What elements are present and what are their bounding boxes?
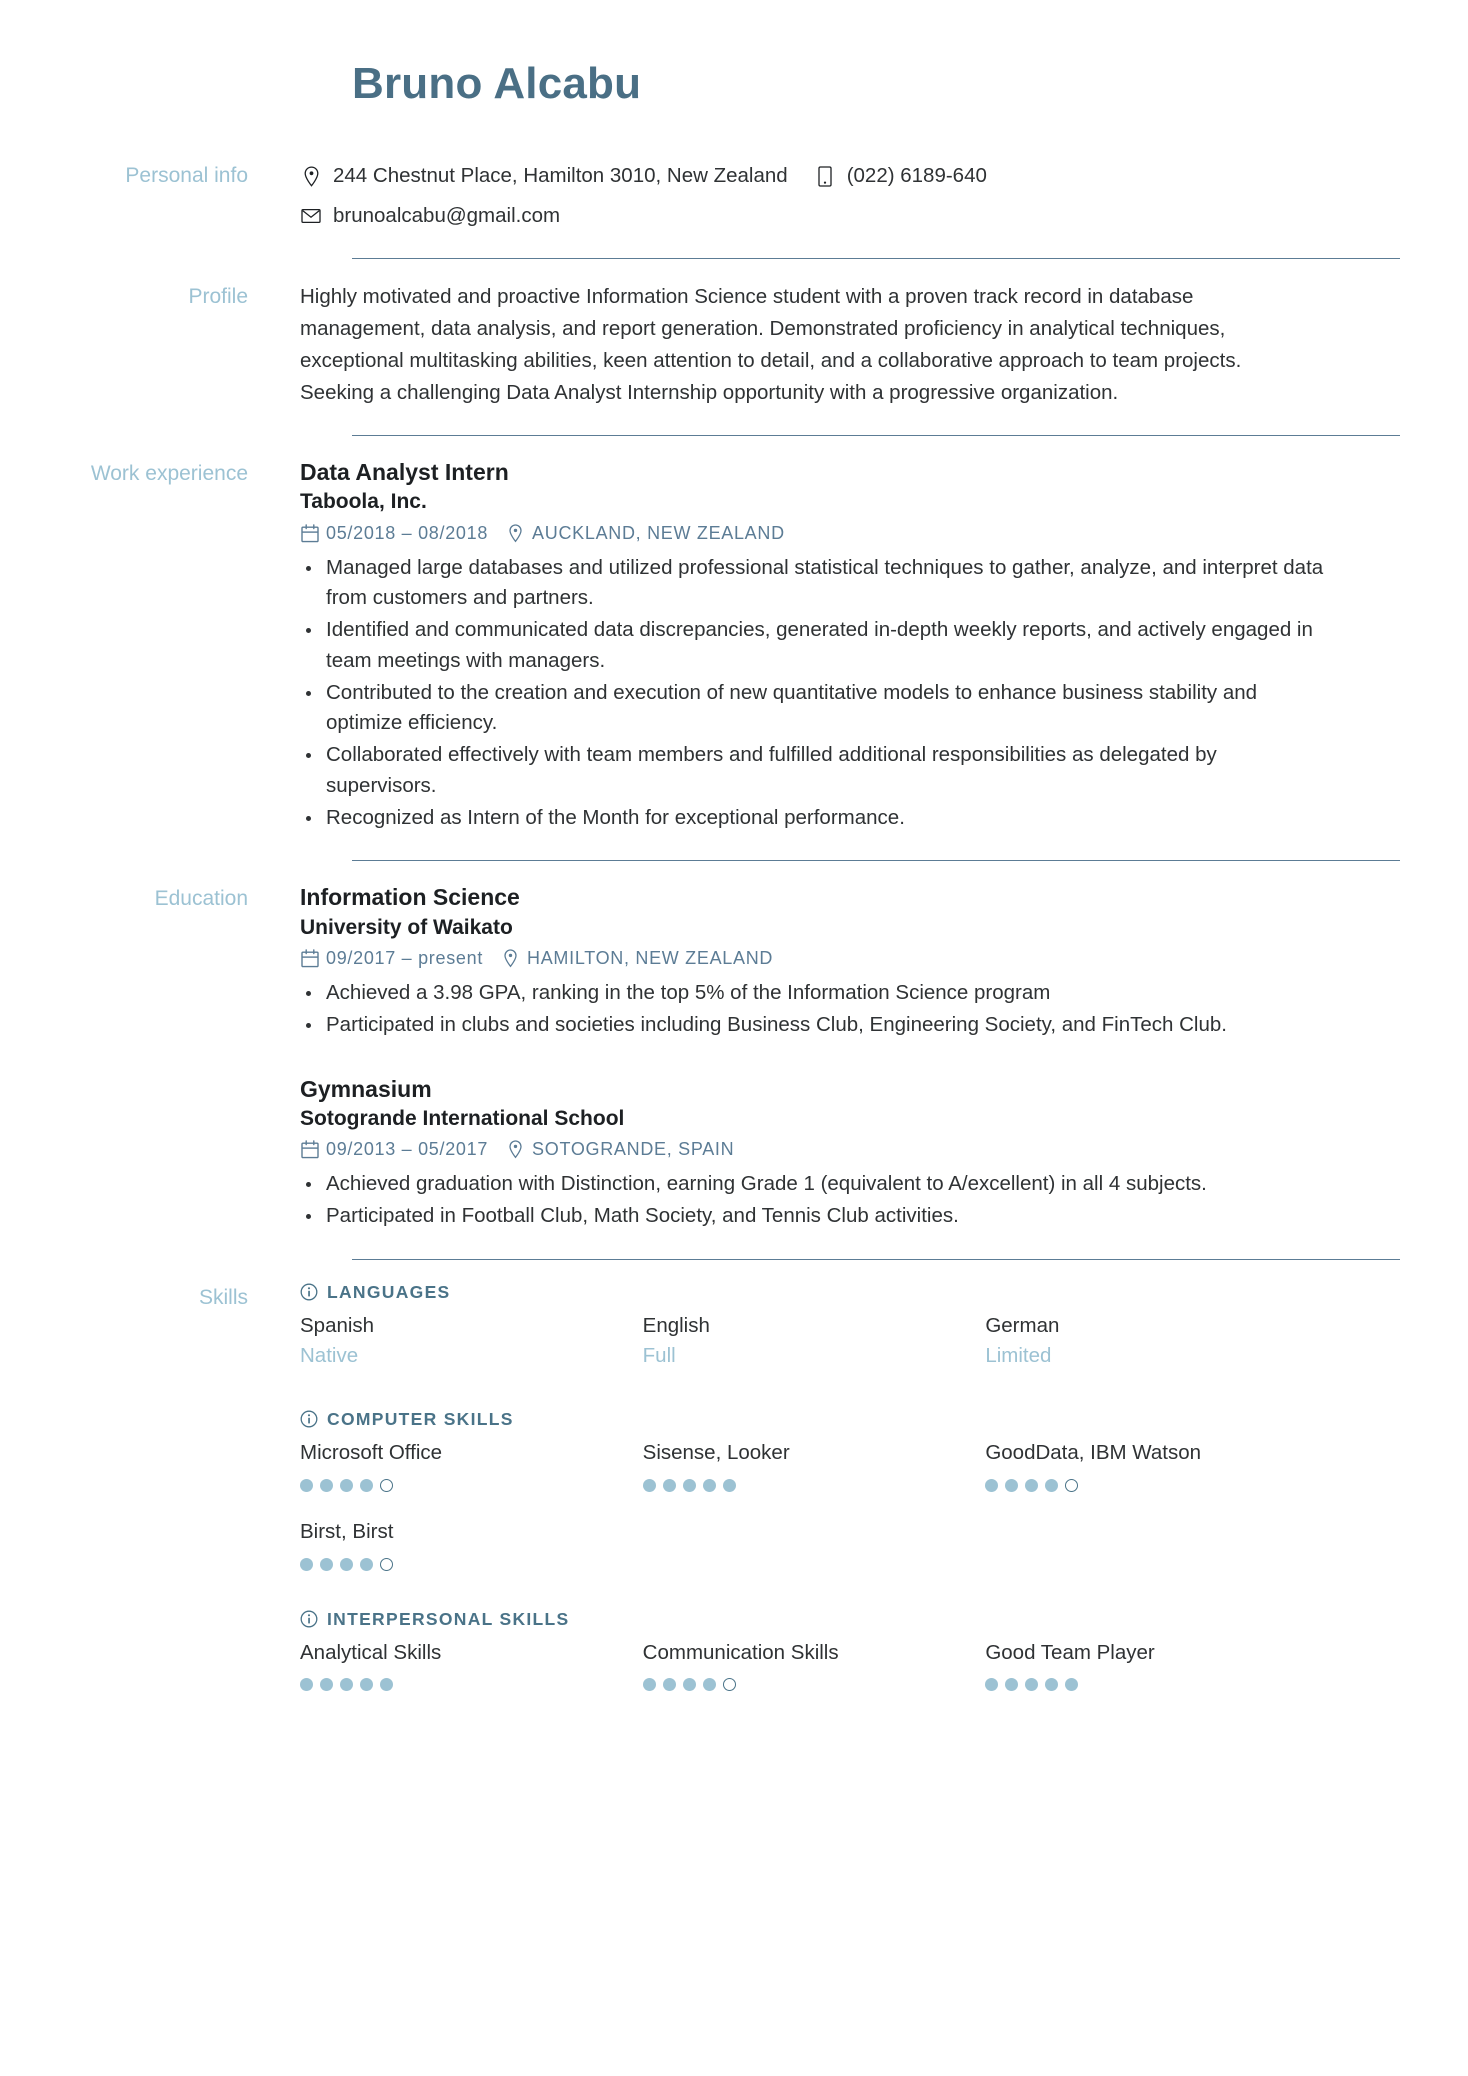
skill-rating-dot xyxy=(1065,1479,1078,1492)
work-entry-meta xyxy=(300,523,1328,544)
section-label-work-experience: Work experience xyxy=(90,461,248,485)
section-work-experience xyxy=(0,458,1328,834)
skill-rating-dot xyxy=(723,1678,736,1691)
skill-rating-dot xyxy=(683,1479,696,1492)
skill-name: GoodData, IBM Watson xyxy=(985,1441,1202,1465)
info-circle-icon xyxy=(300,1283,319,1302)
education-entry-date-group xyxy=(300,1139,488,1160)
skill-item xyxy=(985,1439,1328,1492)
contact-phone-text: (022) 6189-640 xyxy=(846,164,987,188)
education-entry-location: HAMILTON, NEW ZEALAND xyxy=(527,948,774,969)
skill-level: Full xyxy=(642,1344,676,1368)
skill-group xyxy=(300,1609,1328,1692)
map-pin-icon xyxy=(506,524,525,543)
skill-name: Birst, Birst xyxy=(300,1519,394,1543)
skill-name: Communication Skills xyxy=(642,1640,839,1664)
education-entry-organization: University of Waikato xyxy=(300,915,513,939)
skill-grid xyxy=(300,1439,1328,1570)
education-entry-organization: Sotogrande International School xyxy=(300,1106,625,1130)
section-education xyxy=(0,883,1328,1232)
education-entry-date-group xyxy=(300,948,483,969)
section-profile xyxy=(0,281,1328,409)
education-entry-title: Information Science xyxy=(300,884,520,911)
section-skills xyxy=(0,1282,1328,1691)
education-bullet-list xyxy=(300,978,1328,1041)
skill-rating-dot xyxy=(340,1479,353,1492)
profile-text: Highly motivated and proactive Information Science student with a proven track record in database management, data analysis, and report generation. Demonstrated proficiency in analytical techniques, exceptional multitasking abilities, keen attention to detail, and a collaborative approach to team projects. Seeking a challenging Data Analyst Internship opportunity with a progressive organization. xyxy=(300,284,1242,404)
work-entry xyxy=(300,458,1328,833)
skill-rating-dot xyxy=(1065,1678,1078,1691)
skill-item xyxy=(643,1439,986,1492)
calendar-icon xyxy=(300,949,319,968)
education-entry xyxy=(300,883,1328,1040)
skill-group-heading-text: COMPUTER SKILLS xyxy=(327,1409,514,1430)
education-bullet: Achieved graduation with Distinction, earning Grade 1 (equivalent to A/excellent) in all 4 subjects. xyxy=(300,1169,1328,1200)
skill-rating xyxy=(643,1479,986,1492)
skill-name: Spanish xyxy=(300,1313,375,1337)
calendar-icon xyxy=(300,1140,319,1159)
divider-after-education xyxy=(352,1259,1400,1260)
education-entry-date: 09/2013 – 05/2017 xyxy=(326,1139,489,1160)
education-entry-meta xyxy=(300,948,1328,969)
work-bullet: Recognized as Intern of the Month for exceptional performance. xyxy=(300,803,1328,834)
contact-line-secondary xyxy=(300,200,1328,232)
skill-level: Limited xyxy=(985,1344,1052,1368)
skill-item xyxy=(985,1312,1328,1371)
contact-email-text: brunoalcabu@gmail.com xyxy=(333,204,561,228)
skill-name: Microsoft Office xyxy=(300,1441,443,1465)
education-entry-location-group xyxy=(506,1139,734,1160)
skill-rating-dot xyxy=(360,1479,373,1492)
work-bullet: Managed large databases and utilized professional statistical techniques to gather, analyze, and interpret data from customers and partners. xyxy=(300,553,1328,615)
skill-rating-dot xyxy=(320,1678,333,1691)
skill-group xyxy=(300,1282,1328,1371)
work-bullet: Contributed to the creation and execution of new quantitative models to enhance business stability and optimize efficiency. xyxy=(300,678,1328,740)
section-label-profile: Profile xyxy=(188,284,248,308)
education-entry-meta xyxy=(300,1139,1328,1160)
skill-item xyxy=(643,1639,986,1692)
contact-phone xyxy=(814,160,987,192)
map-pin-icon xyxy=(506,1140,525,1159)
skill-rating-dot xyxy=(340,1678,353,1691)
skill-rating-dot xyxy=(380,1678,393,1691)
page-title: Bruno Alcabu xyxy=(352,59,642,108)
skill-rating-dot xyxy=(985,1479,998,1492)
section-personal-info xyxy=(0,160,1328,232)
skill-item xyxy=(300,1439,643,1492)
education-bullet-list xyxy=(300,1169,1328,1232)
skill-rating-dot xyxy=(340,1558,353,1571)
skill-name: Analytical Skills xyxy=(300,1640,442,1664)
skill-rating-dot xyxy=(703,1678,716,1691)
work-bullet: Identified and communicated data discrepancies, generated in-depth weekly reports, and actively engaged in team meetings with managers. xyxy=(300,615,1328,677)
work-experience-body xyxy=(300,458,1328,834)
skill-rating-dot xyxy=(663,1678,676,1691)
skill-rating-dot xyxy=(360,1558,373,1571)
education-bullet: Achieved a 3.98 GPA, ranking in the top 5% of the Information Science program xyxy=(300,978,1328,1009)
skill-group-heading xyxy=(300,1409,1328,1430)
info-circle-icon xyxy=(300,1410,319,1429)
skill-group-heading xyxy=(300,1609,1328,1630)
work-bullet-list xyxy=(300,553,1328,834)
divider-after-personal-info xyxy=(352,258,1400,259)
skill-rating-dot xyxy=(1005,1678,1018,1691)
contact-line-primary xyxy=(300,160,1328,192)
skill-rating xyxy=(985,1678,1328,1691)
skill-rating-dot xyxy=(1025,1678,1038,1691)
skill-grid xyxy=(300,1312,1328,1371)
skill-rating-dot xyxy=(1025,1479,1038,1492)
skill-item xyxy=(300,1312,643,1371)
work-bullet: Collaborated effectively with team members and fulfilled additional responsibilities as delegated by supervisors. xyxy=(300,740,1328,802)
work-entry-date-group xyxy=(300,523,488,544)
work-entry-date: 05/2018 – 08/2018 xyxy=(326,522,489,543)
skill-rating-dot xyxy=(1005,1479,1018,1492)
skill-rating-dot xyxy=(643,1479,656,1492)
education-bullet: Participated in Football Club, Math Society, and Tennis Club activities. xyxy=(300,1201,1328,1232)
info-circle-icon xyxy=(300,1610,319,1629)
divider-after-work-experience xyxy=(352,860,1400,861)
skill-rating-dot xyxy=(320,1479,333,1492)
skill-rating-dot xyxy=(683,1678,696,1691)
skill-item xyxy=(643,1312,986,1371)
skill-item xyxy=(300,1639,643,1692)
education-entry xyxy=(300,1075,1328,1232)
section-label-education: Education xyxy=(154,887,248,911)
skill-rating-dot xyxy=(643,1678,656,1691)
skill-name: German xyxy=(985,1313,1060,1337)
section-label-skills: Skills xyxy=(198,1285,248,1309)
skill-rating xyxy=(300,1678,643,1691)
skill-group xyxy=(300,1409,1328,1570)
work-entry-organization: Taboola, Inc. xyxy=(300,490,427,514)
profile-body xyxy=(300,281,1328,409)
skill-rating-dot xyxy=(360,1678,373,1691)
skill-name: Good Team Player xyxy=(985,1640,1155,1664)
divider-after-profile xyxy=(352,435,1400,436)
contact-address xyxy=(300,160,788,192)
education-entry-location: SOTOGRANDE, SPAIN xyxy=(532,1139,735,1160)
skill-group-heading-text: INTERPERSONAL SKILLS xyxy=(327,1608,570,1629)
skill-name: Sisense, Looker xyxy=(642,1441,790,1465)
education-bullet: Participated in clubs and societies including Business Club, Engineering Society, and FinTech Club. xyxy=(300,1010,1328,1041)
work-entry-location: AUCKLAND, NEW ZEALAND xyxy=(532,522,785,543)
skill-rating-dot xyxy=(663,1479,676,1492)
envelope-icon xyxy=(300,205,322,227)
work-entry-title: Data Analyst Intern xyxy=(300,458,509,485)
skill-grid xyxy=(300,1639,1328,1692)
skill-rating xyxy=(300,1558,643,1571)
skill-rating-dot xyxy=(1045,1678,1058,1691)
skill-rating-dot xyxy=(985,1678,998,1691)
skill-rating xyxy=(985,1479,1328,1492)
skills-body xyxy=(300,1282,1328,1691)
skill-rating-dot xyxy=(380,1479,393,1492)
calendar-icon xyxy=(300,524,319,543)
map-pin-icon xyxy=(501,949,520,968)
education-body xyxy=(300,883,1328,1232)
skill-rating-dot xyxy=(320,1558,333,1571)
skill-rating-dot xyxy=(300,1558,313,1571)
skill-group-heading-text: LANGUAGES xyxy=(327,1281,451,1302)
skill-rating-dot xyxy=(723,1479,736,1492)
skill-group-heading xyxy=(300,1282,1328,1303)
personal-info-body xyxy=(300,160,1328,232)
map-pin-icon xyxy=(300,165,322,187)
skill-rating-dot xyxy=(703,1479,716,1492)
mobile-phone-icon xyxy=(814,165,836,187)
name-header xyxy=(0,60,1328,108)
education-entry-date: 09/2017 – present xyxy=(326,948,484,969)
education-entry-title: Gymnasium xyxy=(300,1075,432,1102)
contact-address-text: 244 Chestnut Place, Hamilton 3010, New Zealand xyxy=(333,164,788,188)
section-label-personal-info: Personal info xyxy=(125,164,248,188)
education-entry-location-group xyxy=(501,948,773,969)
skill-item xyxy=(985,1639,1328,1692)
skill-rating xyxy=(643,1678,986,1691)
skill-item xyxy=(300,1518,643,1571)
skill-name: English xyxy=(642,1313,710,1337)
skill-rating-dot xyxy=(300,1678,313,1691)
skill-level: Native xyxy=(300,1344,359,1368)
contact-email xyxy=(300,200,560,232)
work-entry-location-group xyxy=(506,523,785,544)
skill-rating-dot xyxy=(1045,1479,1058,1492)
skill-rating-dot xyxy=(300,1479,313,1492)
skill-rating xyxy=(300,1479,643,1492)
skill-rating-dot xyxy=(380,1558,393,1571)
